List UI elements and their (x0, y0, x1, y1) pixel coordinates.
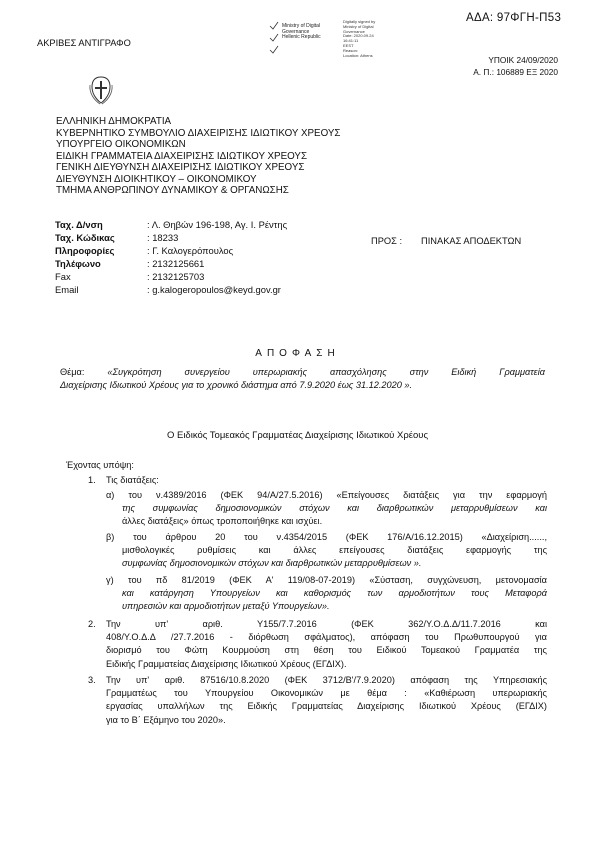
header-line: ΓΕΝΙΚΗ ΔΙΕΥΘΥΝΣΗ ΔΙΑΧΕΙΡΙΣΗΣ ΙΔΙΩΤΙΚΟΥ ΧΡΕΟΥΣ (56, 162, 305, 173)
contact-value: : 2132125661 (147, 258, 205, 269)
item-line: Την υπ' αριθ. 87516/10.8.2020 (ΦΕΚ 3712/Β'/7.9.2020) απόφαση της Υπηρεσιακής (106, 675, 547, 685)
signature-detail: EEST (343, 42, 354, 48)
item-line: Γραμματέως του Υπουργείου Οικονομικών με θέμα : «Καθιέρωση υπερωριακής (106, 688, 547, 699)
provision-line: υπηρεσιών και αρμοδιοτήτων μεταξύ Υπουργείων». (122, 601, 330, 612)
item-number: 3. (88, 675, 96, 685)
signature-detail: Reason: (343, 47, 358, 53)
subject-line: Διαχείρισης Ιδιωτικού Χρέους για το χρονικό διάστημα από 7.9.2020 έως 31.12.2020 ». (60, 380, 413, 391)
ada-code: ΑΔΑ: 97ΦΓΗ-Π53 (466, 12, 562, 24)
item-line: Την υπ' αριθ. Υ155/7.7.2016 (ΦΕΚ 362/Υ.Ο.Δ.Δ/11.7.2016 και (106, 619, 547, 629)
subject-line: «Συγκρότηση συνεργείου υπερωριακής απασχόλησης στην Ειδική Γραμματεία (107, 367, 546, 377)
item-2 (106, 618, 547, 671)
signature-line: Governance (282, 28, 310, 35)
signature-detail: 16:41:11 (343, 38, 359, 44)
contact-label: Τηλέφωνο (55, 258, 101, 269)
provision-line: και κατάργηση Υπουργείων και καθορισμός των αρμοδιοτήτων τους Μεταφορά (122, 588, 547, 599)
provision-line: α) του ν.4389/2016 (ΦΕΚ 94/Α/27.5.2016) «Επείγουσες διατάξεις για την εφαρμογή (106, 490, 547, 500)
item-number: 1. (88, 475, 96, 485)
header-line: ΕΛΛΗΝΙΚΗ ΔΗΜΟΚΡΑΤΙΑ (56, 116, 172, 127)
signature-detail: Location: Athens (343, 52, 373, 58)
header-line: ΚΥΒΕΡΝΗΤΙΚΟ ΣΥΜΒΟΥΛΙΟ ΔΙΑΧΕΙΡΙΣΗΣ ΙΔΙΩΤΙΚΟΥ ΧΡΕΟΥΣ (56, 127, 341, 139)
item-line: εργασίας υπαλλήλων της Ειδικής Γραμματείας Διαχείρισης Ιδιωτικού Χρέους (ΕΓΔΙΧ) (106, 701, 547, 712)
signature-line: Hellenic Republic (282, 34, 321, 41)
contact-label: Email (55, 284, 79, 295)
subject (60, 366, 545, 392)
header-line: ΤΜΗΜΑ ΑΝΘΡΩΠΙΝΟΥ ΔΥΝΑΜΙΚΟΥ & ΟΡΓΑΝΩΣΗΣ (56, 185, 289, 196)
provision-line: β) του άρθρου 20 του ν.4354/2015 (ΦΕΚ 176/Α/16.12.2015) «Διαχείριση......, (106, 532, 547, 542)
contact-value: : Λ. Θηβών 196-198, Αγ. Ι. Ρέντης (147, 219, 288, 230)
having-regard-heading: Έχοντας υπόψη: (66, 460, 134, 470)
recipient-value: ΠΙΝΑΚΑΣ ΑΠΟΔΕΚΤΩΝ (421, 236, 522, 246)
contact-value: : Γ. Καλογερόπουλος (147, 245, 234, 256)
item-line: Ειδικής Γραμματείας Διαχείρισης Ιδιωτικού Χρέους (ΕΓΔΙΧ). (106, 658, 347, 669)
item-line: 408/Υ.Ο.Δ.Δ /27.7.2016 - διόρθωση σφάλματος), απόφαση του Πρωθυπουργού για (106, 632, 547, 643)
signature-checkmark-icon (268, 18, 280, 58)
issuing-authority-header (56, 116, 340, 197)
protocol-number: Α. Π.: 106889 ΕΞ 2020 (473, 67, 558, 77)
issuer-title: Ο Ειδικός Τομεακός Γραμματέας Διαχείρισης Ιδιωτικού Χρέους (166, 430, 429, 441)
protocol-date: ΥΠΟΙΚ 24/09/2020 (488, 55, 558, 65)
decision-title: ΑΠΟΦΑΣΗ (255, 348, 340, 359)
contact-details (55, 218, 287, 296)
signature-detail: Ministry of Digital (343, 23, 374, 29)
signature-detail: Date: 2020.09.24 (343, 33, 374, 39)
greek-coat-of-arms-icon (88, 75, 114, 105)
subject-label: Θέμα: (60, 367, 85, 377)
header-line: ΥΠΟΥΡΓΕΙΟ ΟΙΚΟΝΟΜΙΚΩΝ (56, 139, 186, 150)
signature-detail: Digitally signed by (343, 19, 376, 24)
item-3 (106, 674, 547, 727)
item-number: 2. (88, 619, 96, 629)
provision-b (106, 531, 547, 571)
item-line: διορισμό του Φώτη Κουρμούση στη θέση του Ειδικού Τομεακού Γραμματέα της (106, 645, 547, 656)
contact-value: : g.kalogeropoulos@keyd.gov.gr (147, 284, 281, 295)
provision-line: της συμφωνίας δημοσιονομικών στόχων και διαρθρωτικών μεταρρυθμίσεων και (122, 503, 547, 514)
exact-copy-stamp: ΑΚΡΙΒΕΣ ΑΝΤΙΓΡΑΦΟ (37, 38, 131, 48)
header-line: ΕΙΔΙΚΗ ΓΡΑΜΜΑΤΕΙΑ ΔΙΑΧΕΙΡΙΣΗΣ ΙΔΙΩΤΙΚΟΥ ΧΡΕΟΥΣ (56, 150, 308, 162)
provision-line: συμφωνίας δημοσιονομικών στόχων και διαρθρωτικών μεταρρυθμίσεων ». (122, 558, 422, 569)
recipient-label: ΠΡΟΣ : (371, 236, 403, 246)
provision-a (106, 489, 547, 529)
contact-value: : 2132125703 (147, 271, 205, 282)
provision-line: άλλες διατάξεις» όπως τροποποιήθηκε και ισχύει. (122, 516, 323, 527)
provision-line: γ) του πδ 81/2019 (ΦΕΚ Α' 119/08-07-2019) «Σύσταση, συγχώνευση, μετονομασία (106, 575, 547, 585)
header-line: ΔΙΕΥΘΥΝΣΗ ΔΙΟΙΚΗΤΙΚΟΥ – ΟΙΚΟΝΟΜΙΚΟΥ (56, 173, 257, 185)
contact-label: Ταχ. Δ/νση (55, 219, 103, 230)
provision-c (106, 574, 547, 614)
contact-label: Πληροφορίες (55, 245, 115, 256)
signature-detail: Governance (343, 28, 365, 34)
contact-label: Ταχ. Κώδικας (55, 232, 115, 243)
item-line: για το Β΄ Εξάμηνο του 2020». (106, 714, 226, 725)
contact-value: : 18233 (147, 232, 179, 243)
item-heading: Τις διατάξεις: (106, 475, 159, 485)
signature-line: Ministry of Digital (282, 23, 321, 29)
provision-line: μισθολογικές ρυθμίσεις και άλλες επείγουσες διατάξεις εφαρμογής της (122, 545, 547, 556)
contact-label: Fax (55, 271, 71, 282)
